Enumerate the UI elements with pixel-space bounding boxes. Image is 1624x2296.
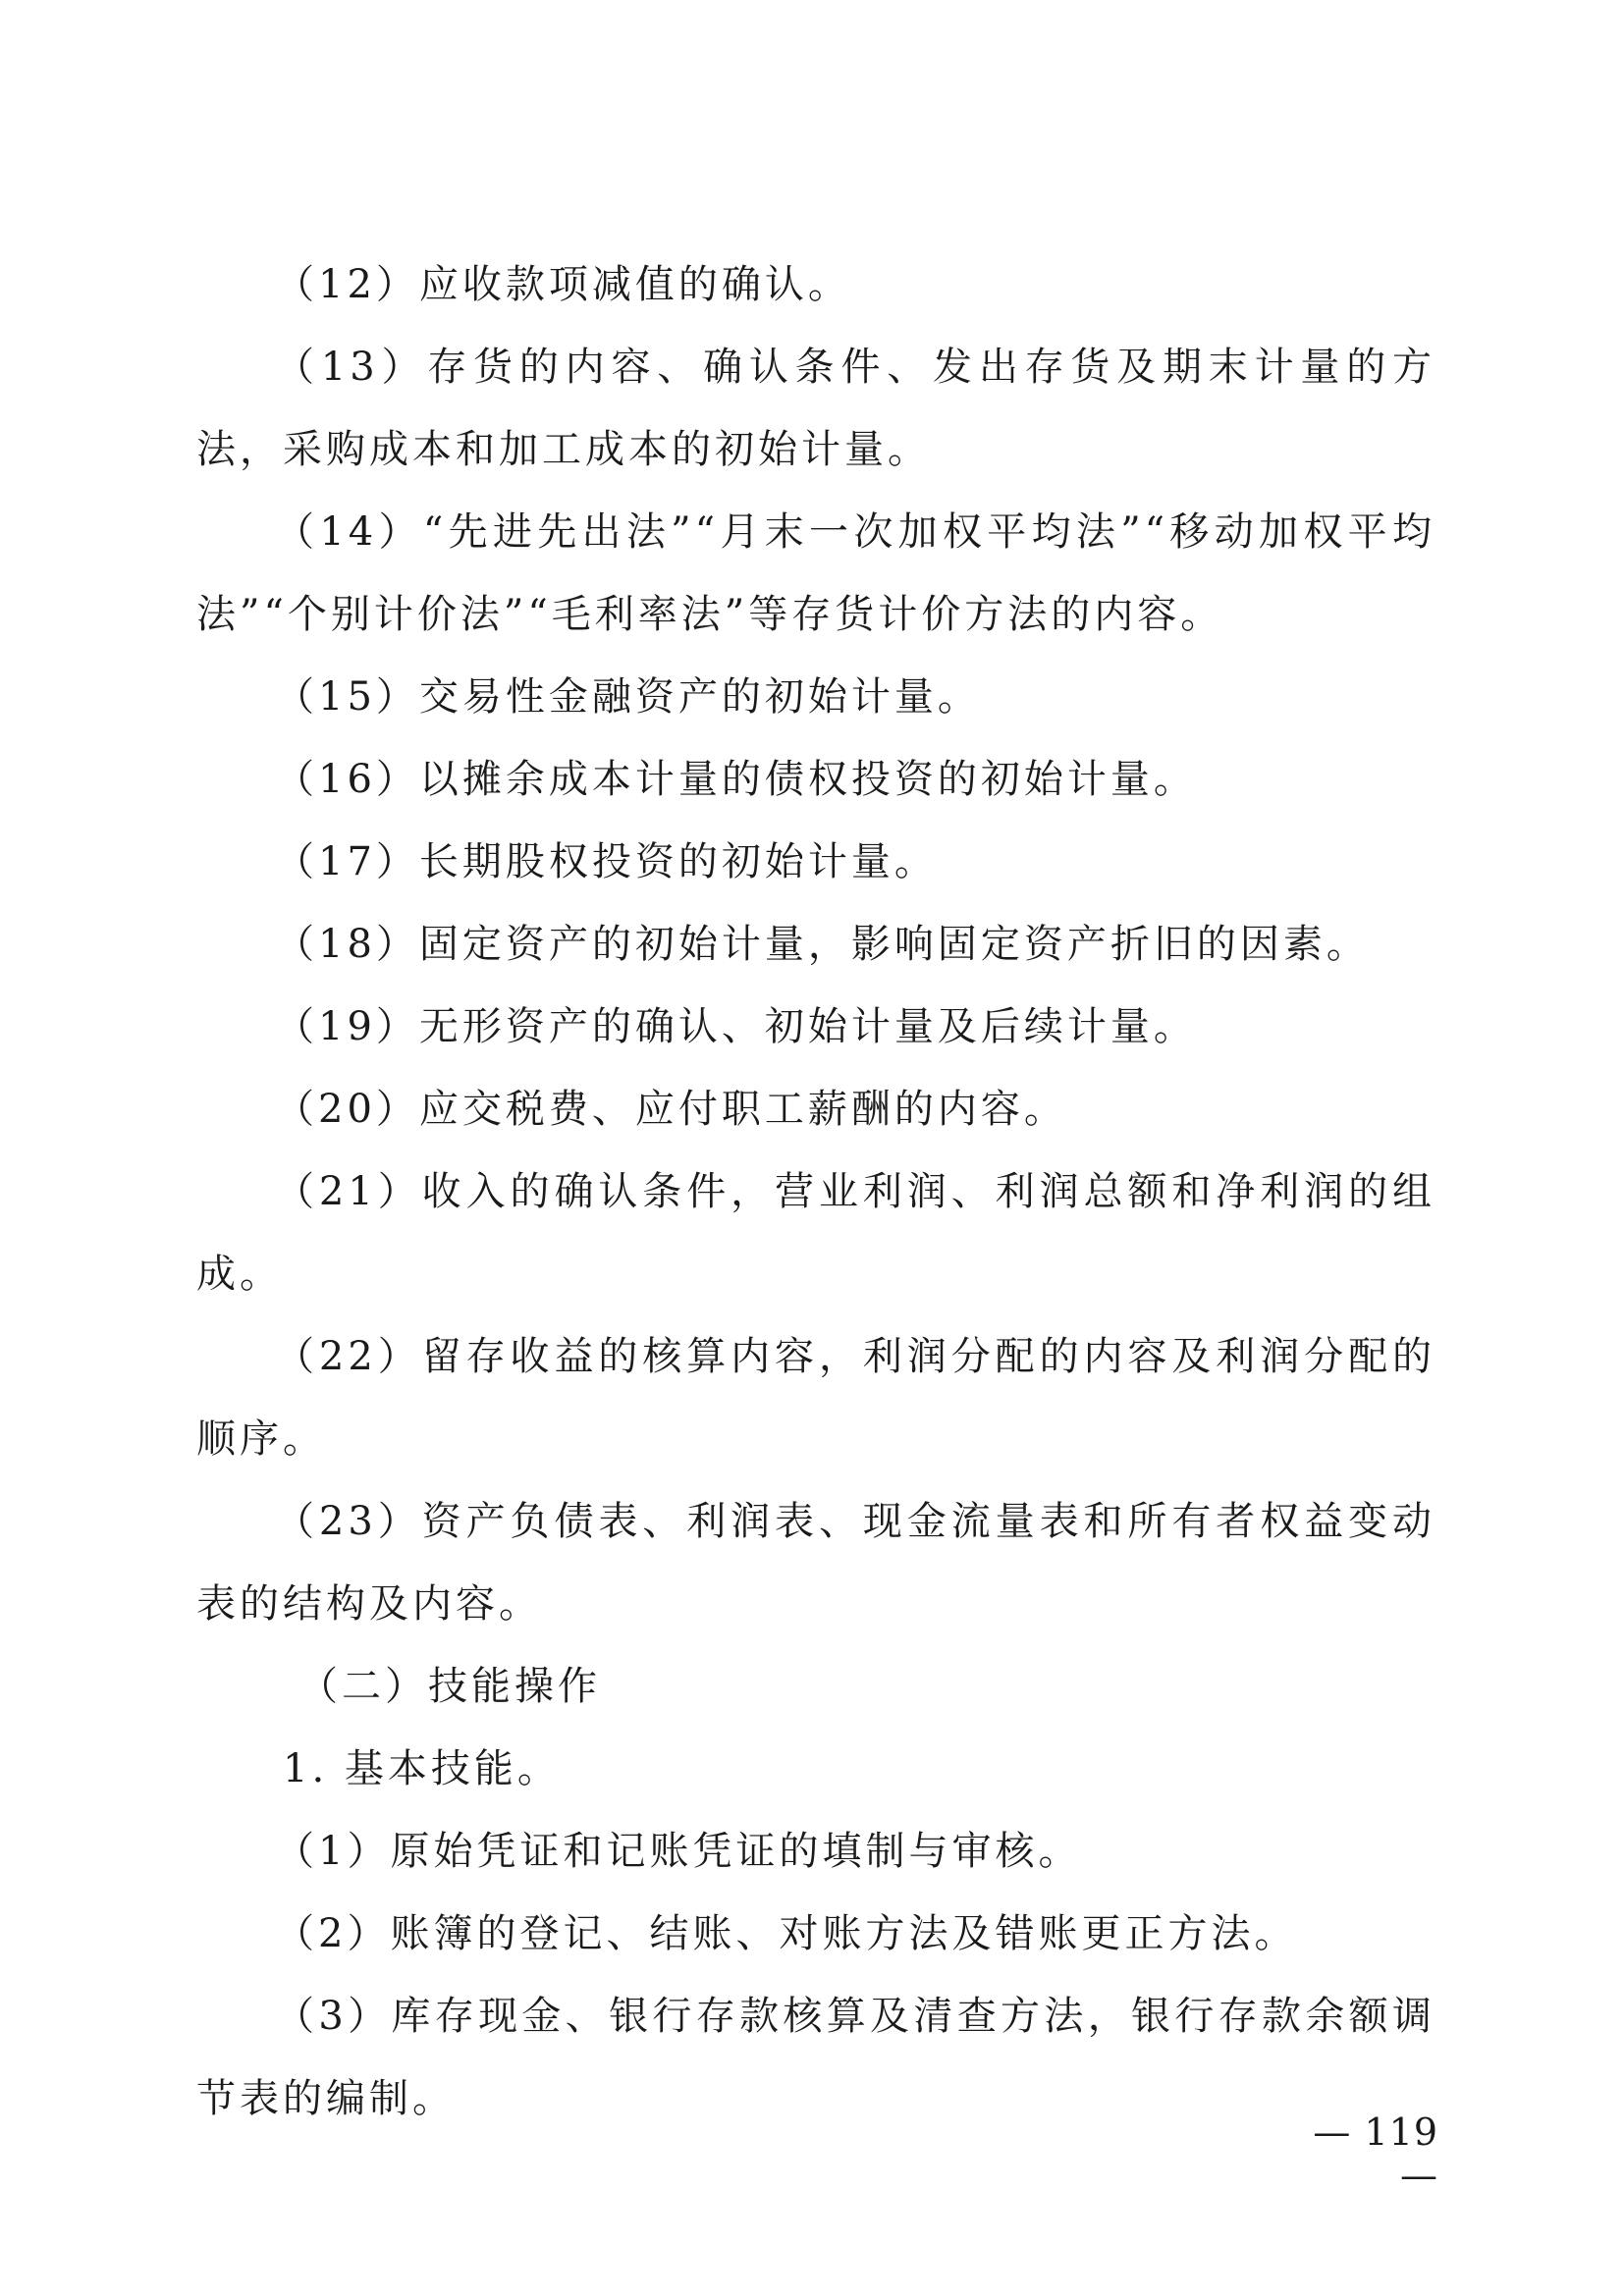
skill-item-2: （2）账簿的登记、结账、对账方法及错账更正方法。: [275, 1911, 1298, 1956]
skill-item-3: （3）库存现金、银行存款核算及清查方法，银行存款余额调节表的编制。: [196, 1994, 1435, 2121]
paragraph-21: （21）收入的确认条件，营业利润、利润总额和净利润的组成。: [196, 1169, 1435, 1297]
paragraph-15: （15）交易性金融资产的初始计量。: [275, 674, 981, 720]
paragraph-20: （20）应交税费、应付职工薪酬的内容。: [275, 1087, 1067, 1132]
paragraph-23: （23）资产负债表、利润表、现金流量表和所有者权益变动表的结构及内容。: [196, 1499, 1435, 1627]
skill-item-1: （1）原始凭证和记账凭证的填制与审核。: [275, 1829, 1082, 1874]
paragraph-17: （17）长期股权投资的初始计量。: [275, 839, 938, 884]
paragraph-16: （16）以摊余成本计量的债权投资的初始计量。: [275, 757, 1197, 802]
paragraph-22: （22）留存收益的核算内容，利润分配的内容及利润分配的顺序。: [196, 1334, 1435, 1462]
paragraph-19: （19）无形资产的确认、初始计量及后续计量。: [275, 1004, 1197, 1049]
paragraph-14: （14）“先进先出法”“月末一次加权平均法”“移动加权平均法”“个别计价法”“毛利率法”等存货计价方法的内容。: [196, 509, 1435, 637]
document-body: [196, 243, 1435, 2140]
paragraph-13: （13）存货的内容、确认条件、发出存货及期末计量的方法，采购成本和加工成本的初始计量。: [196, 345, 1435, 472]
paragraph-12: （12）应收款项减值的确认。: [275, 262, 851, 307]
subsection-basic-skills: 1. 基本技能。: [283, 1746, 561, 1791]
paragraph-18: （18）固定资产的初始计量，影响固定资产折旧的因素。: [275, 922, 1370, 967]
section-heading-skills: （二）技能操作: [298, 1664, 601, 1709]
page-number: — 119 —: [1313, 2110, 1438, 2197]
